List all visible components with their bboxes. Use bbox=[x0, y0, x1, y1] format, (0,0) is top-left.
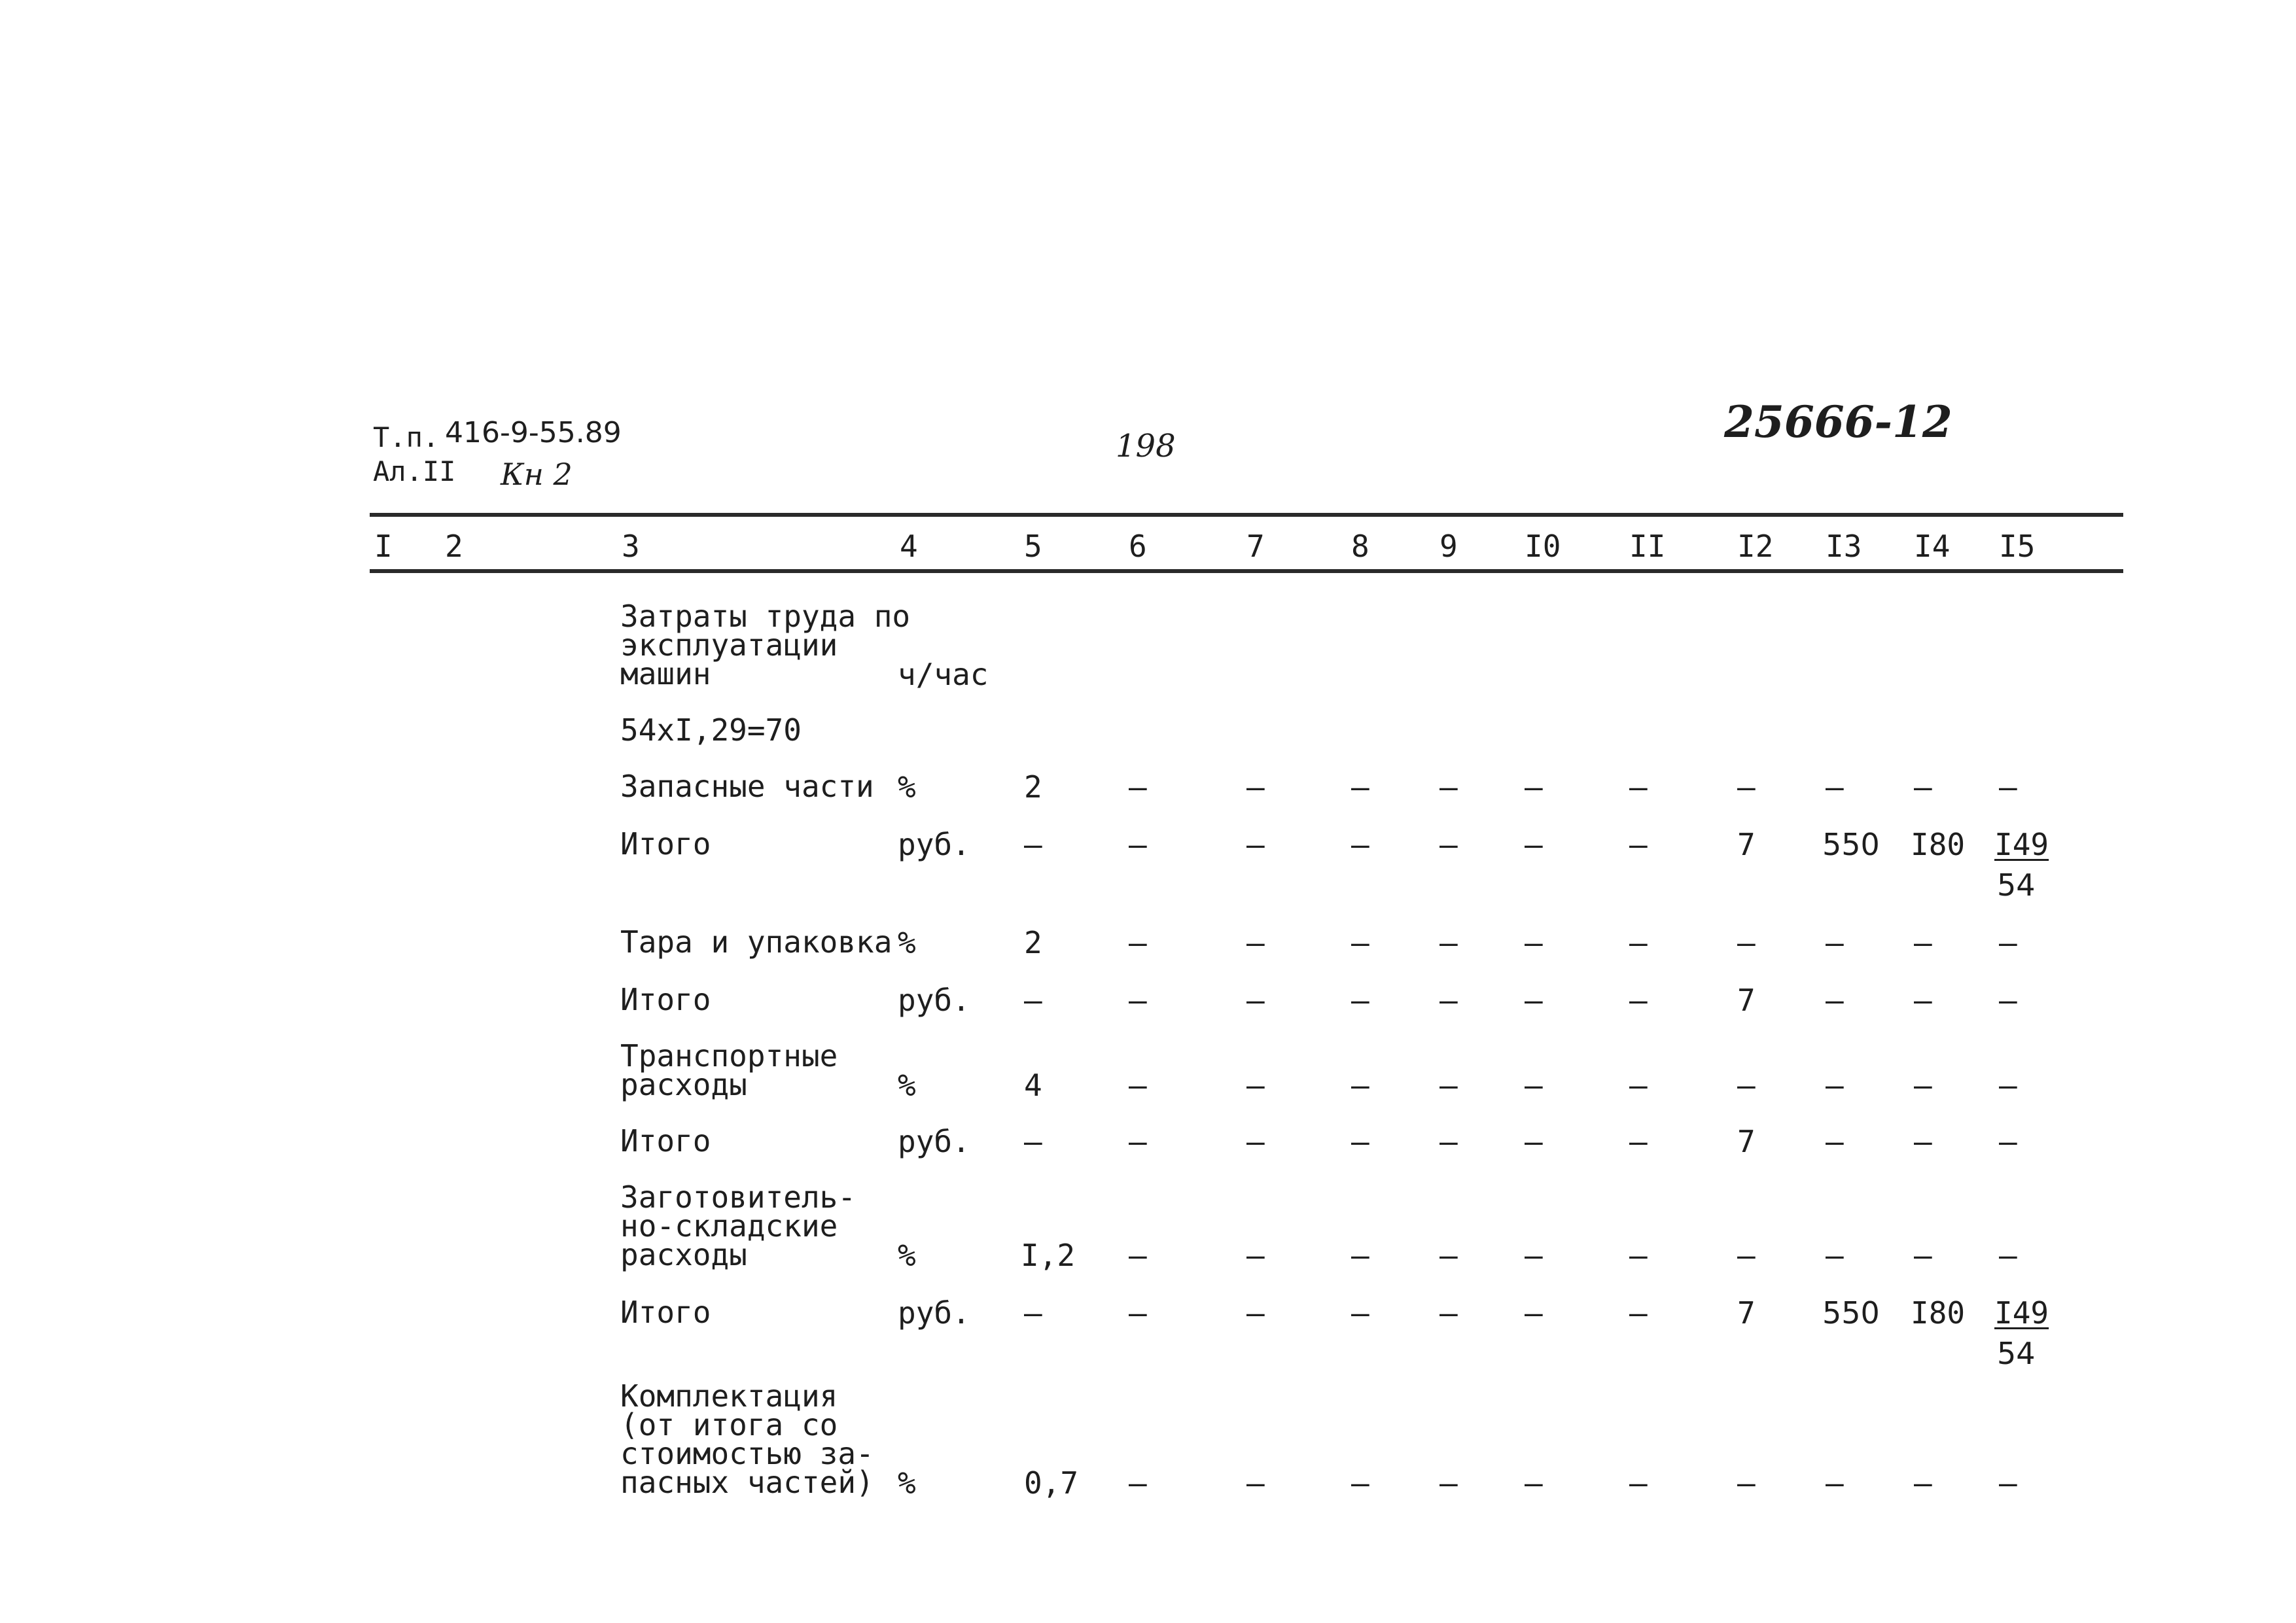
stamp-number: 25666-12 bbox=[1724, 396, 1952, 447]
cell-col14: – bbox=[1914, 1068, 1932, 1103]
cell-col5: – bbox=[1024, 827, 1042, 862]
row-unit: руб. bbox=[898, 827, 970, 862]
cell-col5: – bbox=[1024, 1295, 1042, 1331]
cell-col7: – bbox=[1246, 1068, 1265, 1103]
cell-col13: – bbox=[1826, 983, 1844, 1018]
cell-col6: – bbox=[1129, 925, 1147, 960]
cell-col15-extra: 54 bbox=[1997, 1336, 2036, 1371]
cell-col8: – bbox=[1351, 983, 1369, 1018]
row-label: Итого bbox=[620, 1295, 711, 1330]
col-header-14: I4 bbox=[1914, 529, 1951, 564]
cell-col8: – bbox=[1351, 769, 1369, 805]
col-header-11: II bbox=[1629, 529, 1666, 564]
cell-col8: – bbox=[1351, 1238, 1369, 1273]
cell-col8: – bbox=[1351, 827, 1369, 862]
cell-col14: I80 bbox=[1911, 1295, 1966, 1331]
cell-col9: – bbox=[1439, 769, 1458, 805]
cell-col9: – bbox=[1439, 827, 1458, 862]
cell-col15: – bbox=[1999, 1465, 2017, 1501]
cell-col14: – bbox=[1914, 1238, 1932, 1273]
col-header-4: 4 bbox=[900, 529, 918, 564]
cell-col8: – bbox=[1351, 925, 1369, 960]
cell-col7: – bbox=[1246, 1124, 1265, 1159]
cell-col13: – bbox=[1826, 1068, 1844, 1103]
cell-col5: 0,7 bbox=[1024, 1465, 1079, 1501]
col-header-9: 9 bbox=[1439, 529, 1458, 564]
cell-col14: – bbox=[1914, 769, 1932, 805]
row-unit: % bbox=[898, 925, 916, 960]
cell-col6: – bbox=[1129, 1238, 1147, 1273]
cell-col7: – bbox=[1246, 1238, 1265, 1273]
row-unit: руб. bbox=[898, 983, 970, 1018]
cell-col7: – bbox=[1246, 1295, 1265, 1331]
book-label: Кн 2 bbox=[501, 457, 573, 492]
cell-col6: – bbox=[1129, 1295, 1147, 1331]
cell-col5: I,2 bbox=[1021, 1238, 1076, 1273]
cell-col15: – bbox=[1999, 1238, 2017, 1273]
cell-col12: – bbox=[1737, 925, 1756, 960]
cell-col12: 7 bbox=[1737, 1124, 1756, 1159]
cell-col15: I49 bbox=[1994, 1295, 2049, 1331]
row-label: Затраты труда по эксплуатации машин bbox=[620, 599, 911, 691]
cell-col5: – bbox=[1024, 1124, 1042, 1159]
cell-col5: 2 bbox=[1024, 769, 1042, 805]
row-label: Итого bbox=[620, 982, 711, 1017]
cell-col12: – bbox=[1737, 769, 1756, 805]
cell-col13: – bbox=[1826, 925, 1844, 960]
col-header-8: 8 bbox=[1351, 529, 1369, 564]
cell-col11: – bbox=[1629, 1068, 1648, 1103]
cell-col7: – bbox=[1246, 769, 1265, 805]
page-number: 198 bbox=[1116, 428, 1176, 464]
cell-col10: – bbox=[1525, 827, 1543, 862]
cell-col15: – bbox=[1999, 1124, 2017, 1159]
cell-col15: – bbox=[1999, 925, 2017, 960]
cell-col6: – bbox=[1129, 1124, 1147, 1159]
cell-col11: – bbox=[1629, 925, 1648, 960]
row-label: Запасные части bbox=[620, 769, 874, 804]
cell-col13: 550 bbox=[1822, 1295, 1880, 1331]
cell-col9: – bbox=[1439, 925, 1458, 960]
row-unit: ч/час bbox=[898, 657, 989, 692]
cell-col6: – bbox=[1129, 1465, 1147, 1501]
cell-col11: – bbox=[1629, 769, 1648, 805]
cell-col7: – bbox=[1246, 1465, 1265, 1501]
cell-col10: – bbox=[1525, 1238, 1543, 1273]
col-header-12: I2 bbox=[1737, 529, 1774, 564]
cell-col13: – bbox=[1826, 769, 1844, 805]
table-header-rule bbox=[370, 569, 2123, 573]
cell-col11: – bbox=[1629, 1295, 1648, 1331]
col-header-7: 7 bbox=[1246, 529, 1265, 564]
cell-col7: – bbox=[1246, 983, 1265, 1018]
cell-col8: – bbox=[1351, 1068, 1369, 1103]
cell-col10: – bbox=[1525, 1124, 1543, 1159]
cell-col14: – bbox=[1914, 1465, 1932, 1501]
cell-col12: 7 bbox=[1737, 983, 1756, 1018]
cell-col8: – bbox=[1351, 1124, 1369, 1159]
col-header-2: 2 bbox=[445, 529, 463, 564]
col-header-6: 6 bbox=[1129, 529, 1147, 564]
row-unit: % bbox=[898, 769, 916, 805]
cell-col10: – bbox=[1525, 1068, 1543, 1103]
col-header-15: I5 bbox=[1999, 529, 2036, 564]
cell-col9: – bbox=[1439, 1238, 1458, 1273]
row-unit: % bbox=[898, 1465, 916, 1501]
cell-col9: – bbox=[1439, 1068, 1458, 1103]
cell-col13: 550 bbox=[1822, 827, 1880, 862]
cell-col7: – bbox=[1246, 925, 1265, 960]
cell-col13: – bbox=[1826, 1238, 1844, 1273]
cell-col11: – bbox=[1629, 1124, 1648, 1159]
cell-col12: 7 bbox=[1737, 1295, 1756, 1331]
cell-col15: – bbox=[1999, 983, 2017, 1018]
cell-col10: – bbox=[1525, 1295, 1543, 1331]
cell-col9: – bbox=[1439, 1124, 1458, 1159]
cell-col11: – bbox=[1629, 983, 1648, 1018]
cell-col14: I80 bbox=[1911, 827, 1966, 862]
col-header-5: 5 bbox=[1024, 529, 1042, 564]
row-label: Транспортные расходы bbox=[620, 1038, 838, 1102]
doc-code-prefix: Т.п. bbox=[373, 421, 440, 453]
cell-col15: – bbox=[1999, 769, 2017, 805]
cell-col12: – bbox=[1737, 1238, 1756, 1273]
row-label: Комплектация (от итога со стоимостью за- пасных частей) bbox=[620, 1378, 874, 1500]
table-top-rule bbox=[370, 513, 2123, 517]
cell-col11: – bbox=[1629, 827, 1648, 862]
cell-col10: – bbox=[1525, 925, 1543, 960]
cell-col5: – bbox=[1024, 983, 1042, 1018]
cell-col10: – bbox=[1525, 1465, 1543, 1501]
cell-col12: – bbox=[1737, 1068, 1756, 1103]
row-unit: % bbox=[898, 1238, 916, 1273]
row-label: 54xI,29=70 bbox=[620, 712, 802, 748]
row-unit: руб. bbox=[898, 1295, 970, 1331]
cell-col13: – bbox=[1826, 1465, 1844, 1501]
col-header-13: I3 bbox=[1826, 529, 1862, 564]
row-label: Тара и упаковка bbox=[620, 924, 892, 960]
cell-col5: 4 bbox=[1024, 1068, 1042, 1103]
cell-col14: – bbox=[1914, 1124, 1932, 1159]
col-header-10: I0 bbox=[1525, 529, 1561, 564]
row-label: Итого bbox=[620, 826, 711, 862]
cell-col15: I49 bbox=[1994, 827, 2049, 862]
row-label: Итого bbox=[620, 1123, 711, 1159]
cell-col15-extra: 54 bbox=[1997, 867, 2036, 903]
cell-col12: 7 bbox=[1737, 827, 1756, 862]
cell-col8: – bbox=[1351, 1465, 1369, 1501]
cell-col10: – bbox=[1525, 983, 1543, 1018]
cell-col8: – bbox=[1351, 1295, 1369, 1331]
cell-col14: – bbox=[1914, 983, 1932, 1018]
album-label: Ал.II bbox=[373, 455, 456, 487]
cell-col12: – bbox=[1737, 1465, 1756, 1501]
cell-col10: – bbox=[1525, 769, 1543, 805]
cell-col11: – bbox=[1629, 1238, 1648, 1273]
row-unit: руб. bbox=[898, 1124, 970, 1159]
cell-col7: – bbox=[1246, 827, 1265, 862]
cell-col9: – bbox=[1439, 1465, 1458, 1501]
cell-col6: – bbox=[1129, 827, 1147, 862]
cell-col15: – bbox=[1999, 1068, 2017, 1103]
col-header-3: 3 bbox=[622, 529, 640, 564]
cell-col13: – bbox=[1826, 1124, 1844, 1159]
cell-col9: – bbox=[1439, 1295, 1458, 1331]
cell-col6: – bbox=[1129, 983, 1147, 1018]
cell-col11: – bbox=[1629, 1465, 1648, 1501]
col-header-1: I bbox=[374, 529, 393, 564]
doc-code: 416-9-55.89 bbox=[445, 416, 622, 449]
row-label: Заготовитель- но-складские расходы bbox=[620, 1179, 857, 1272]
cell-col14: – bbox=[1914, 925, 1932, 960]
cell-col5: 2 bbox=[1024, 925, 1042, 960]
cell-col6: – bbox=[1129, 769, 1147, 805]
row-unit: % bbox=[898, 1068, 916, 1103]
cell-col9: – bbox=[1439, 983, 1458, 1018]
cell-col6: – bbox=[1129, 1068, 1147, 1103]
